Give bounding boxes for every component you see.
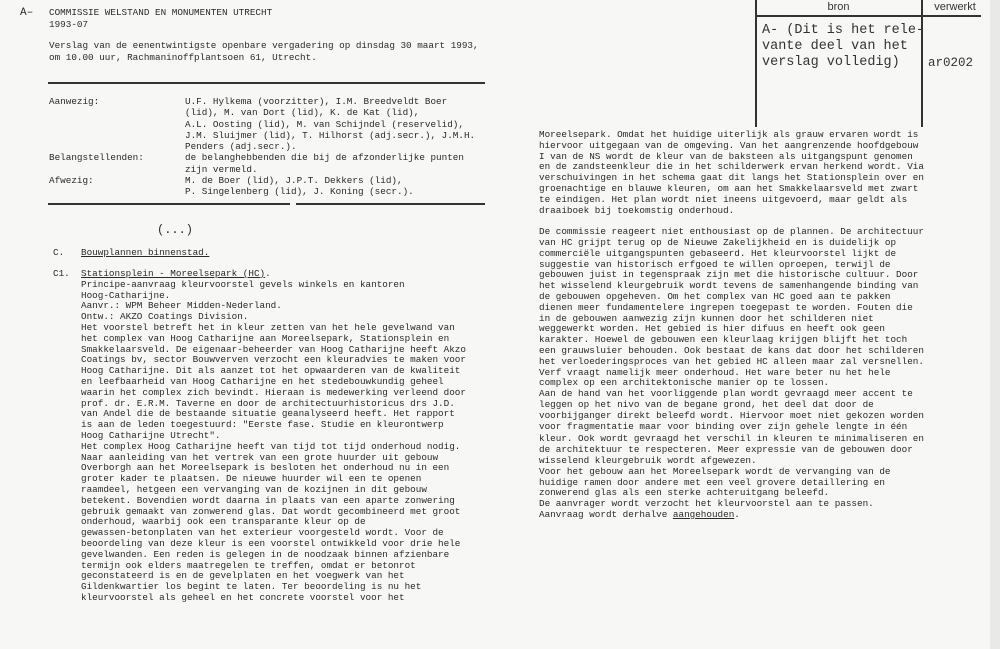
omission-mark: (...) <box>157 223 194 237</box>
decision-status: aangehouden <box>672 508 735 520</box>
text-line: dienen meer fundamentelere ingrepen toegepast te worden. Fouten die <box>539 301 913 313</box>
attendance-list <box>49 96 475 198</box>
scan-edge <box>990 0 1000 649</box>
text-line: draaiboek bij toekomstig onderhoud. <box>539 204 735 216</box>
text-line: U.F. Hylkema (voorzitter), I.M. Breedveldt Boer <box>185 96 448 107</box>
text-line: zonwerend glas als een sterke achteruitgang beleefd. <box>539 487 830 499</box>
divider <box>48 82 485 84</box>
divider <box>296 203 485 205</box>
box-header-line <box>755 15 981 17</box>
text-line: in de gebouwen aanwezig zijn kunnen door het schilderen niet <box>539 312 874 324</box>
text-line: I van de NS wordt de kleur van de baksteen als uitgangspunt genomen <box>539 150 913 162</box>
document-code: 1993-07 <box>49 19 89 30</box>
organization-title: COMMISSIE WELSTAND EN MONUMENTEN UTRECHT <box>49 7 273 18</box>
text-line: De commissie reageert niet enthousiast op de plannen. De architectuur <box>539 226 924 238</box>
text-line: termijn ook elders maatregelen te treffen, omdat er betonrot <box>81 559 416 571</box>
item-text-left <box>81 280 466 604</box>
text-line: commerciële uitgangspunten gebaseerd. Het kleurvoorstel lijkt de <box>539 247 897 259</box>
attendance-label: Aanwezig: <box>49 96 100 107</box>
text-line: prof. dr. E.R.M. Taverne en door de architectuurhistoricus drs J.D. <box>81 397 455 409</box>
text-line: zijn vermeld. <box>185 163 258 175</box>
intro-line: Verslag van de eenentwintigste openbare vergadering op dinsdag 30 maart 1993, <box>49 40 479 51</box>
text-line: karakter. Hoewel de gebouwen een kleurlaag krijgen blijft het toch <box>539 334 908 346</box>
attendance-names <box>185 175 475 198</box>
section-number: C. <box>53 247 65 258</box>
text-line: het verloederingsproces van het gebied HC alleen maar zal versnellen. <box>539 355 924 367</box>
text-line: het complex van Hoog Catharijne aan Moreelsepark, Stationsplein en <box>81 332 450 344</box>
paragraph-conclusion <box>539 434 924 510</box>
item-body-left <box>81 269 466 604</box>
attendance-names <box>185 96 475 152</box>
text-line: hiervoor uitgegaan van de omgeving. Van het aangrenzende hoofdgebouw <box>539 139 919 151</box>
divider <box>48 203 290 205</box>
text-line: Voor het gebouw aan het Moreelsepark wordt de vervanging van de <box>539 465 891 477</box>
text-line: A.L. Oosting (lid), M. van Schijndel (reservelid), <box>185 118 464 130</box>
text-line: P. Singelenberg (lid), J. Koning (secr.). <box>185 186 414 198</box>
text-line: gebouwen juist in tegenspraak zijn met die historische cultuur. Door <box>539 269 919 281</box>
attendance-group <box>49 175 475 198</box>
text-line: van HC grijpt terug op de Nieuwe Zakelijkheid en is duidelijk op <box>539 236 897 248</box>
box-left-border <box>755 0 757 127</box>
text-line: raamdeel, hetgeen een vervanging van de kozijnen in dit gebouw <box>81 483 427 495</box>
text-line: Penders (adj.secr.). <box>185 141 297 153</box>
source-note-line: A- (Dit is het rele- <box>762 23 925 38</box>
paragraph-description <box>539 130 924 216</box>
intro-line: om 10.00 uur, Rachmaninoffplantsoen 61, Utrecht. <box>49 51 317 63</box>
meeting-intro <box>49 41 479 64</box>
text-line: groter kader te plaatsen. De nieuwe huurder wil een te openen <box>81 473 422 485</box>
text-line: Hoog Catharijne Utrecht". <box>81 429 221 441</box>
text-line: Gildenkwartier los begint te laten. Ter beoordeling is nu het <box>81 581 422 593</box>
text-line: de belanghebbenden die bij de afzonderlijke punten <box>185 152 464 164</box>
text-line: voor fragmentatie maar voor binding over zijn gehele lengte in één <box>539 420 908 432</box>
text-line: suggestie van historisch erfgoed te willen oproepen, terwijl de <box>539 258 891 270</box>
item-title: Stationsplein - Moreelsepark (HC) <box>81 268 266 279</box>
source-note-line: vante deel van het <box>762 39 908 54</box>
source-note-line: verslag volledig) <box>762 55 900 70</box>
attendance-label: Afwezig: <box>49 175 94 187</box>
decision-line <box>539 510 924 521</box>
text-line: kleurvoorstel als geheel en het concrete voorstel voor het <box>81 591 405 603</box>
text-line: Overborgh aan het Moreelsepark is besloten het onderhoud nu in een <box>81 462 450 474</box>
source-note <box>762 23 924 71</box>
text-line: De aanvrager wordt verzocht het kleurvoorstel aan te passen. <box>539 498 874 510</box>
text-line: geconstateerd is en de gevelplaten en het voegwerk van het <box>81 570 405 582</box>
text-line: Verf vraagt namelijk meer onderhoud. Het ware beter nu het hele <box>539 366 891 378</box>
text-line: gewassen-betonplaten van het exterieur voorgesteld wordt. Voor de <box>81 527 444 539</box>
text-line: verschuivingen in het schema gaat dit langs het Stationsplein over en <box>539 172 924 184</box>
text-line: Het complex Hoog Catharijne heeft van tijd tot tijd onderhoud nodig. <box>81 440 461 452</box>
text-line: M. de Boer (lid), J.P.T. Dekkers (lid), <box>185 175 403 187</box>
attendance-names <box>185 152 475 175</box>
item-title-period: . <box>265 268 271 279</box>
archive-code: ar0202 <box>928 56 974 70</box>
text-line: gevelwanden. Een reden is gelegen in de noodzaak binnen afzienbare <box>81 548 450 560</box>
bron-header: bron <box>827 1 850 13</box>
text-line: weggewerkt worden. Het gebied is hier difuus en heeft ook geen <box>539 323 885 335</box>
text-line: een grauwsluier behouden. Ook bestaat de kans dat door het schilderen <box>539 344 924 356</box>
text-line: het wisselend kleurgebruik wordt tevens de samenhangende binding van <box>539 280 919 292</box>
text-line: voorbijganger direkt beleefd wordt. Hiervoor moet niet gekozen worden <box>539 409 924 421</box>
text-line: Coatings bv, sector Bouwverven verzocht een kleuradvies te maken voor <box>81 354 466 366</box>
text-line: gebruik gemaakt van zonwerend glas. Dat wordt gecombineerd met groot <box>81 505 461 517</box>
text-line: wisselend kleurgebruik wordt afgewezen. <box>539 454 757 466</box>
text-line: Hoog-Catharijne. <box>81 289 171 301</box>
margin-mark: A– <box>20 7 34 19</box>
text-line: kleur. Ook wordt gevraagd het verschil in kleuren te minimaliseren en <box>539 433 924 445</box>
text-line: van Andel die de bestaande situatie geanalyseerd heeft. Het rapport <box>81 408 455 420</box>
text-line: Aanvr.: WPM Beheer Midden-Nederland. <box>81 300 282 312</box>
text-line: Het voorstel betreft het in kleur zetten van het hele gevelwand van <box>81 321 455 333</box>
text-line: Principe-aanvraag kleurvoorstel gevels winkels en kantoren <box>81 278 405 290</box>
text-line: Aan de hand van het voorliggende plan wordt gevraagd meer accent te <box>539 388 913 400</box>
text-line: complex op een architektonische manier op te lossen. <box>539 377 830 389</box>
decision-period: . <box>734 508 740 520</box>
text-line: Ontw.: AKZO Coatings Division. <box>81 311 249 323</box>
text-line: beoordeling van deze kleur is een voorstel ontwikkeld voor drie hele <box>81 537 461 549</box>
text-line: de gebouwen opgeheven. Om het complex van HC goed aan te pakken <box>539 290 891 302</box>
attendance-group <box>49 152 475 175</box>
text-line: groenachtige en blauwe kleuren, om aan het Smakkelaarsveld met zwart <box>539 182 919 194</box>
text-line: is aan de leden toegestuurd: "Eerste fase. Studie en kleurontwerp <box>81 419 444 431</box>
text-line: en de zandsteenkleur die in het schilderwerk ervan herkend wordt. Via <box>539 161 924 173</box>
text-line: betekent. Bovendien wordt daarna in plaats van een aparte zonwering <box>81 494 455 506</box>
text-line: leggen op het nivo van de begane grond, het deel dat door de <box>539 398 874 410</box>
attendance-label: Belangstellenden: <box>49 152 144 164</box>
text-line: huidige ramen door andere met een veel grovere detaillering en <box>539 476 885 488</box>
section-title: Bouwplannen binnenstad. <box>81 247 210 258</box>
text-line: en leefbaarheid van Hoog Catharijne en het stedebouwkundig geheel <box>81 375 444 387</box>
text-line: J.M. Sluijmer (lid), T. Hilhorst (adj.secr.), J.M.H. <box>185 129 476 141</box>
decision-prefix: Aanvraag wordt derhalve <box>539 508 673 520</box>
text-line: Naar aanleiding van het vertrek van een grote huurder uit gebouw <box>81 451 439 463</box>
paragraph-commission-reaction <box>539 227 924 432</box>
verwerkt-header: verwerkt <box>934 1 976 13</box>
text-line: onderhoud, waarbij ook een transparante kleur op de <box>81 516 366 528</box>
text-line: te eindigen. Het plan wordt niet ineens uitgevoerd, maar geldt als <box>539 193 908 205</box>
text-line: Moreelsepark. Omdat het huidige uiterlijk als grauw ervaren wordt is <box>539 129 919 140</box>
item-body-right <box>539 130 924 521</box>
text-line: de architektuur te respecteren. Meer expressie van de gebouwen door <box>539 444 913 456</box>
text-line: (lid), M. van Dort (lid), K. de Kat (lid), <box>185 107 420 119</box>
attendance-group <box>49 96 475 152</box>
text-line: waarin het complex zich bevindt. Hieraan is medewerking verleend door <box>81 386 466 398</box>
text-line: Smakkelaarsveld. De eigenaar-beheerder van Hoog Catharijne heeft Akzo <box>81 343 466 355</box>
text-line: Hoog Catharijne. Dit als aanzet tot het opwaarderen van de kwaliteit <box>81 365 461 377</box>
item-number: C1. <box>53 268 70 279</box>
